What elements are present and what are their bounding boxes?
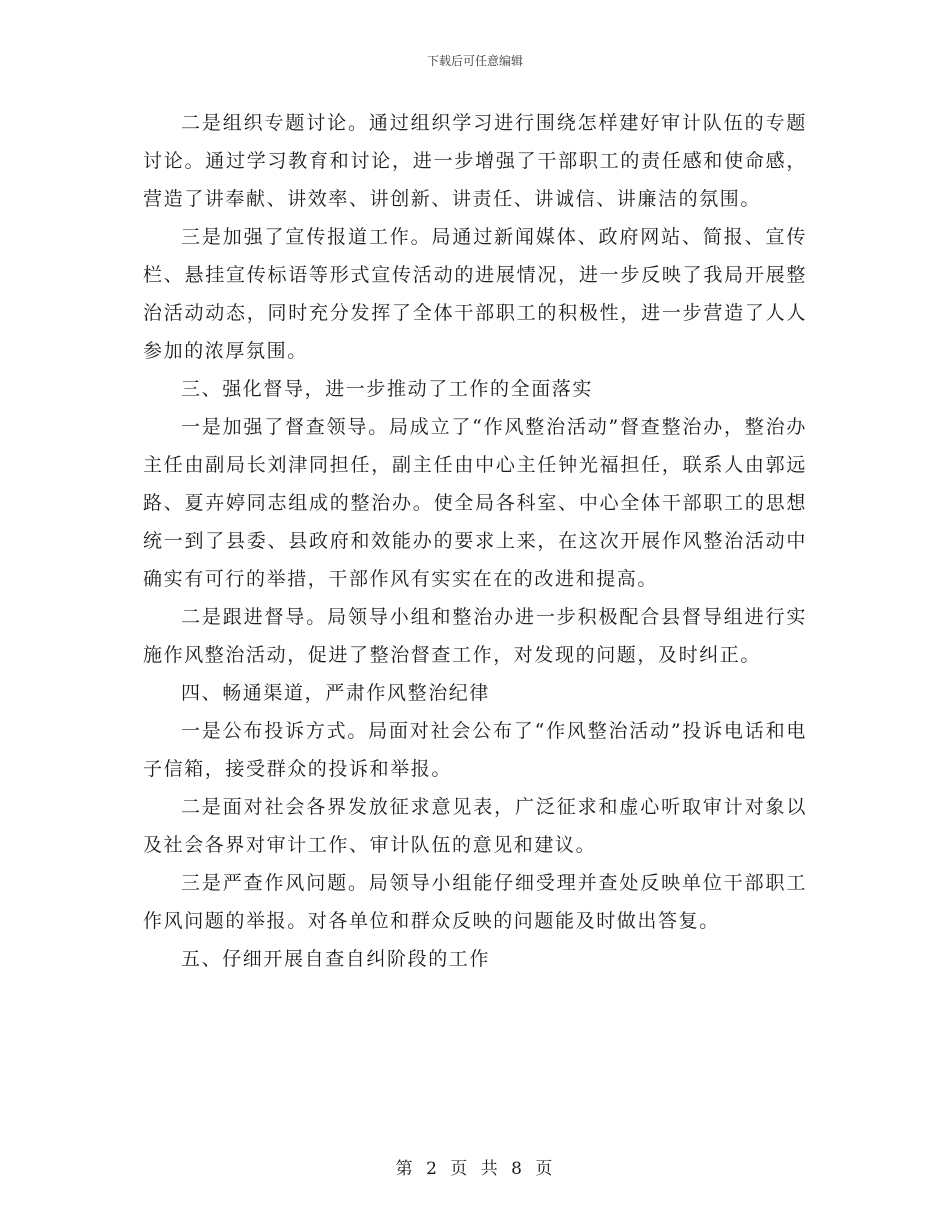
section-heading: 三、强化督导，进一步推动了工作的全面落实: [181, 378, 594, 400]
paragraph: 二是组织专题讨论。通过组织学习进行围绕怎样建好审计队伍的专题讨论。通过学习教育和讨论，进一步增强了干部职工的责任感和使命感，营造了讲奉献、讲效率、讲创新、讲责任、讲诚信、讲廉洁的氛围。: [143, 112, 807, 210]
page-header: 下载后可任意编辑: [426, 54, 523, 68]
paragraph: 二是跟进督导。局领导小组和整治办进一步积极配合县督导组进行实施作风整治活动，促进了整治督查工作，对发现的问题，及时纠正。: [143, 606, 807, 666]
paragraph: 一是加强了督查领导。局成立了“作风整治活动”督查整治办，整治办主任由副局长刘津同担任，副主任由中心主任钟光福担任，联系人由郭远路、夏卉婷同志组成的整治办。使全局各科室、中心全体干部职工的思想统一到了县委、县政府和效能办的要求上来，在这次开展作风整治活动中确实有可行的举措，干部作风有实实在在的改进和提高。: [143, 416, 807, 590]
paragraph: 三是加强了宣传报道工作。局通过新闻媒体、政府网站、简报、宣传栏、悬挂宣传标语等形式宣传活动的进展情况，进一步反映了我局开展整治活动动态，同时充分发挥了全体干部职工的积极性，进一步营造了人人参加的浓厚氛围。: [143, 226, 807, 362]
paragraph: 一是公布投诉方式。局面对社会公布了“作风整治活动”投诉电话和电子信箱，接受群众的投诉和举报。: [143, 720, 807, 780]
document-body: [143, 104, 807, 978]
section-heading: 四、畅通渠道，严肃作风整治纪律: [181, 682, 491, 704]
paragraph: 三是严查作风问题。局领导小组能仔细受理并查处反映单位干部职工作风问题的举报。对各单位和群众反映的问题能及时做出答复。: [143, 872, 807, 932]
section-heading: 五、仔细开展自查自纠阶段的工作: [181, 948, 491, 970]
paragraph: 二是面对社会各界发放征求意见表，广泛征求和虚心听取审计对象以及社会各界对审计工作、审计队伍的意见和建议。: [143, 796, 807, 856]
page-number: 第 2 页 共 8 页: [395, 1159, 555, 1179]
